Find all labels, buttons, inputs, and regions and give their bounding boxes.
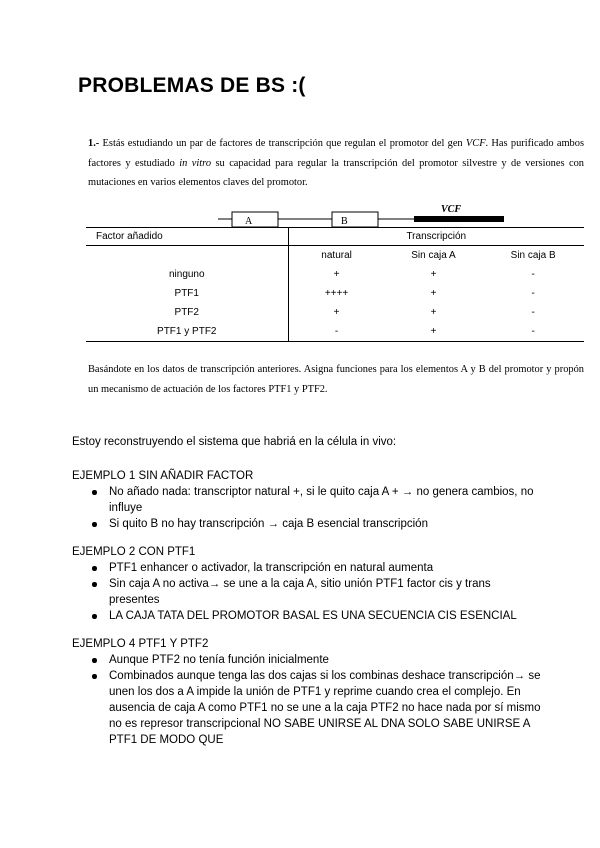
problem-number: 1.-	[88, 138, 100, 149]
table-row	[86, 284, 584, 303]
list-item: PTF1 enhancer o activador, la transcripción en natural aumenta	[109, 560, 542, 576]
list-item: No añado nada: transcriptor natural +, si le quito caja A + → no genera cambios, no influye	[109, 484, 542, 516]
notes-intro: Estoy reconstruyendo el sistema que habriá en la célula in vivo:	[72, 436, 397, 448]
cell-sin-a: +	[430, 307, 437, 318]
cell-natural: -	[288, 322, 385, 342]
table-row	[86, 303, 584, 322]
subheader-sin-caja-b: Sin caja B	[510, 250, 556, 261]
box-b-label: B	[341, 216, 348, 227]
gene-label: VCF	[441, 204, 462, 215]
table-row	[86, 265, 584, 284]
list-item: Combinados aunque tenga las dos cajas si los combinas deshace transcripción→ se unen los dos a A impide la unión de PTF1 y reprime cuando crea el complejo. En ausencia de caja A como PTF1 no se une a la caja PTF2 no hace nada por sí mismo no es represor transcripcional NO SABE UNIRSE AL DNA SOLO SABE UNIRSE A PTF1 DE MODO QUE	[109, 670, 541, 746]
bullet-list	[72, 560, 542, 624]
cell-natural: ++++	[324, 288, 349, 299]
section-heading: EJEMPLO 4 PTF1 Y PTF2	[72, 638, 209, 650]
cell-sin-a: +	[385, 322, 483, 342]
cell-sin-b: -	[531, 288, 535, 299]
in-vitro-term: in vitro	[179, 157, 212, 169]
box-a	[232, 212, 278, 227]
problem-text-1: Estás estudiando un par de factores de transcripción que regulan el promotor del gen	[99, 138, 466, 149]
problem-text-3: su capacidad para regular la transcripción del promotor silvestre y de versiones con mutaciones en varios elementos claves del promotor.	[88, 157, 584, 188]
subheader-sin-caja-a: Sin caja A	[411, 250, 456, 261]
col-factor-header: Factor añadido	[86, 228, 288, 246]
list-item: Sin caja A no activa→ se une a la caja A, sitio unión PTF1 factor cis y trans presentes	[109, 576, 542, 608]
col-transcription-header: Transcripción	[288, 228, 584, 246]
list-item: Si quito B no hay transcripción → caja B esencial transcripción	[109, 516, 542, 532]
cell-sin-a: +	[430, 288, 437, 299]
transcription-table	[86, 227, 584, 342]
subheader-natural: natural	[321, 250, 352, 261]
promoter-diagram	[0, 0, 600, 240]
page-title: PROBLEMAS DE BS :(	[78, 74, 306, 97]
problem-text-2: . Has purificado ambos factores y estudiado	[88, 138, 584, 169]
cell-sin-a: +	[430, 269, 437, 280]
list-item: Aunque PTF2 no tenía función inicialmente	[109, 652, 542, 668]
row-factor: ninguno	[86, 265, 288, 284]
table-header-row	[86, 228, 584, 246]
cell-sin-b: -	[482, 322, 584, 342]
gene-bar	[414, 216, 504, 222]
box-a-label: A	[245, 216, 253, 227]
box-b	[332, 212, 378, 227]
table-subheader-row	[86, 246, 584, 266]
list-item: LA CAJA TATA DEL PROMOTOR BASAL ES UNA SECUENCIA CIS ESENCIAL	[109, 608, 542, 624]
cell-natural: +	[333, 307, 340, 318]
bullet-list	[72, 652, 542, 748]
cell-sin-b: -	[531, 269, 535, 280]
row-factor: PTF1	[86, 284, 288, 303]
bullet-list	[72, 484, 542, 532]
row-factor: PTF1 y PTF2	[86, 322, 288, 342]
table-row	[86, 322, 584, 342]
cell-sin-b: -	[531, 307, 535, 318]
row-factor: PTF2	[86, 303, 288, 322]
cell-natural: +	[333, 269, 340, 280]
notes	[72, 434, 542, 760]
section-heading: EJEMPLO 2 CON PTF1	[72, 546, 196, 558]
section-heading: EJEMPLO 1 SIN AÑADIR FACTOR	[72, 470, 254, 482]
problem-question: Basándote en los datos de transcripción anteriores. Asigna funciones para los elementos A y B del promotor y propón un mecanismo de actuación de los factores PTF1 y PTF2.	[88, 364, 584, 395]
gene-name: VCF	[465, 138, 486, 149]
